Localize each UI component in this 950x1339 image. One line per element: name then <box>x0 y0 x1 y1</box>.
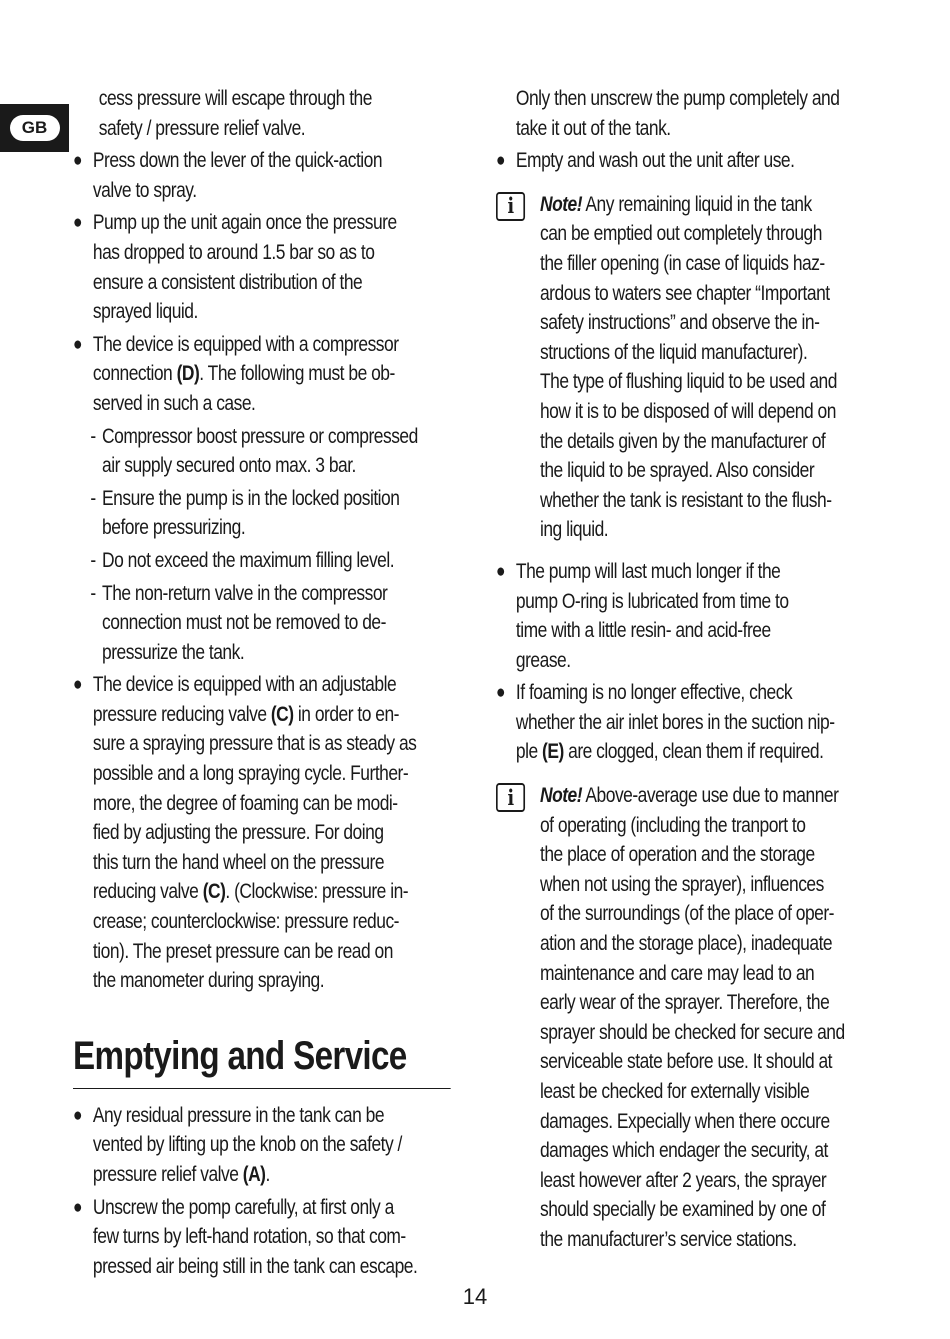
info-icon: i <box>496 783 525 812</box>
dash-marker: - <box>90 424 96 448</box>
bullet-icon: ● <box>73 150 83 172</box>
right-column <box>496 84 875 1255</box>
dash-marker: - <box>90 581 96 605</box>
dash-marker: - <box>90 486 96 510</box>
part-ref: (C) <box>202 880 226 904</box>
part-ref: (D) <box>176 362 200 386</box>
bullet-icon: ● <box>73 1104 83 1126</box>
bullet-icon: ● <box>73 1196 83 1218</box>
language-tab <box>0 104 69 152</box>
bullet-item: ● Pump up the unit again once the pressure has dropped to around 1.5 bar so as to ensure a consistent distribution of the sprayed liquid. <box>73 208 450 326</box>
page-number: 14 <box>462 1284 488 1309</box>
bullet-icon: ● <box>496 150 506 172</box>
part-ref: (A) <box>242 1163 266 1186</box>
heading-rule <box>73 1088 451 1089</box>
language-label: GB <box>10 115 60 141</box>
sub-item: - Ensure the pump is in the locked position before pressurizing. <box>90 484 449 543</box>
note-block: i Note! Any remaining liquid in the tank can be emptied out completely through the filler opening (in case of liquids haz- ardous to waters see chapter “Important safety instructions” and observe the in- structions of the liquid manufacturer). The type of flushing liquid to be used and how it is to be disposed of will depend on the details given by the manufacturer of the liquid to be sprayed. Also consider whether the tank is resistant to the flush- ing liquid. <box>496 190 875 545</box>
bullet-item: ● The device is equipped with an adjustable pressure reducing valve (C) in order to en- sure a spraying pressure that is as steady as possible and a long spraying cycle. Further- more, the degree of foaming can be modi- fied by adjusting the pressure. For doing this turn the hand wheel on the pressure reducing valve (C). (Clockwise: pressure in- crease; counterclockwise: pressure reduc- tion). The preset pressure can be read on the manometer during spraying. <box>73 670 450 996</box>
continued-text: cess pressure will escape through the safety / pressure relief valve. <box>98 87 372 140</box>
section-heading: Emptying and Service <box>73 1033 407 1078</box>
note-label: Note! <box>539 192 583 216</box>
dash-marker: - <box>90 548 96 572</box>
bullet-icon: ● <box>496 682 506 704</box>
bullet-icon: ● <box>73 212 83 234</box>
bullet-item: ● The device is equipped with a compressor connection (D). The following must be ob- served in such a case. <box>73 330 450 419</box>
continued-text: Only then unscrew the pump completely and take it out of the tank. <box>515 87 840 140</box>
bullet-icon: ● <box>73 674 83 696</box>
bullet-item: ● Empty and wash out the unit after use. <box>496 146 875 176</box>
sub-item: - Compressor boost pressure or compressed air supply secured onto max. 3 bar. <box>90 422 449 481</box>
note-block: i Note! Above-average use due to manner of operating (including the tranport to the place of operation and the storage when not using the sprayer), influences of the surroundings (of the place of oper- ation and the storage place), inadequate maintenance and care may lead to an early wear of the sprayer. Therefore, the sprayer should be checked for secure and serviceable state before use. It should at least be checked for externally visible damages. Expecially when there occure damages which endager the security, at least however after 2 years, the sprayer should specially be examined by one of the manufacturer’s service stations. <box>496 781 875 1255</box>
left-column <box>73 84 450 1281</box>
note-label: Note! <box>539 784 583 808</box>
sub-item: - The non-return valve in the compressor connection must not be removed to de- pressurize the tank. <box>90 579 449 668</box>
info-icon: i <box>496 192 525 221</box>
bullet-icon: ● <box>496 560 506 582</box>
bullet-icon: ● <box>73 333 83 355</box>
sub-item: - Do not exceed the maximum filling level. <box>90 546 449 576</box>
bullet-item: ● If foaming is no longer effective, check whether the air inlet bores in the suction nip- ple (E) are clogged, clean them if required. <box>496 678 875 767</box>
bullet-item: ● Unscrew the pomp carefully, at first only a few turns by left-hand rotation, so that com- pressed air being still in the tank can escape. <box>73 1193 450 1282</box>
bullet-item: ● The pump will last much longer if the pump O-ring is lubricated from time to time with a little resin- and acid-free grease. <box>496 557 875 675</box>
bullet-item: ● Press down the lever of the quick-action valve to spray. <box>73 146 450 205</box>
bullet-item: ● Any residual pressure in the tank can be vented by lifting up the knob on the safety / pressure relief valve (A). <box>73 1101 450 1190</box>
part-ref: (E) <box>542 740 564 764</box>
part-ref: (C) <box>270 702 294 726</box>
